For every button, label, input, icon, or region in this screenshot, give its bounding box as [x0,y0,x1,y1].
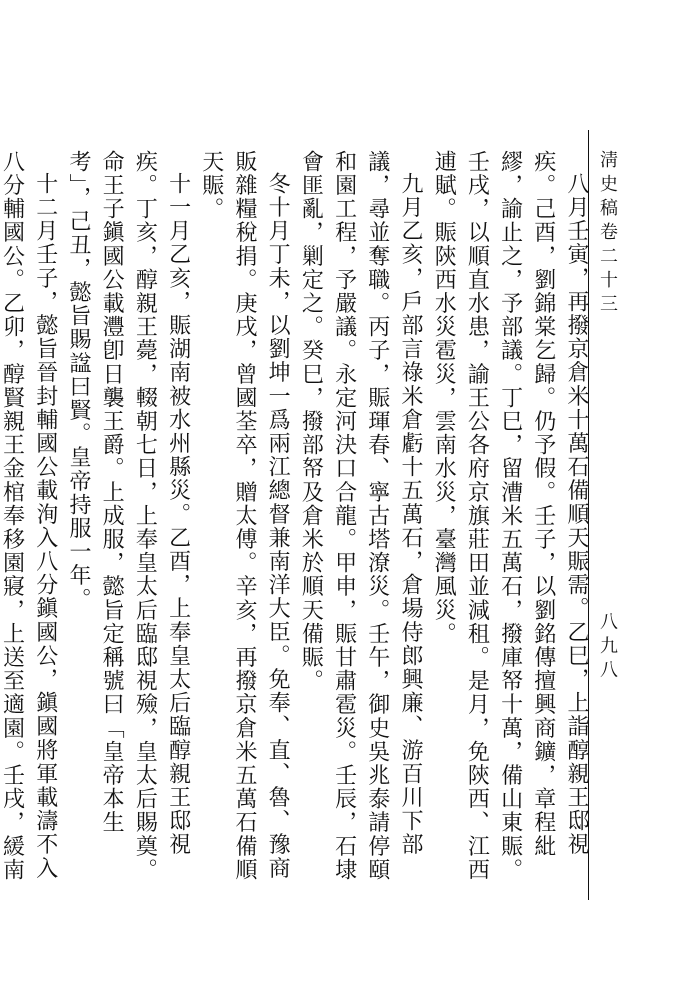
main-text-columns [0,150,593,890]
paragraph-ninth-month: 九月乙亥，戶部言祿米倉虧十五萬石，倉場侍郎興廉、游百川下部議，尋並奪職。丙子，賑琿春、寧古塔潦災。壬午，御史吳兆泰請停頤和園工程，予嚴議。永定河決口合龍。甲申，賑甘肅雹災。壬辰，石埭會匪亂，剿定之。癸巳，撥部帑及倉米於順天備賑。 [298,150,423,882]
running-title: 淸史稿卷二十三 [597,150,618,318]
paragraph-twelfth-month: 十二月壬子，懿旨晉封輔國公載洵入八分鎭國公，鎭國將軍載濤不入八分輔國公。乙卯，醇賢親王金棺奉移園寢，上送至適園。壬戌，緩南 [0,150,58,882]
paragraph-eleventh-month: 十一月乙亥，賑湖南被水州縣災。乙酉，上奉皇太后臨醇親王邸視疾。丁亥，醇親王薨，輟朝七日，上奉皇太后臨邸視殮，皇太后賜奠。命王子鎭國公載灃卽日襲王爵。上成服，懿旨定稱號曰「皇帝本生考」，己丑，懿旨賜諡曰賢。皇帝持服一年。 [65,150,191,882]
paragraph-tenth-month: 冬十月丁未，以劉坤一爲兩江總督兼南洋大臣。免奉、直、魯、豫商販雜糧稅捐。庚戌，曾國荃卒，贈太傅。辛亥，再撥京倉米五萬石備順天賑。 [198,150,291,882]
paragraph-eighth-month: 八月壬寅，再撥京倉米十萬石備順天賑需。乙巳，上詣醇親王邸視疾。己酉，劉錦棠乞歸。仍予假。壬子，以劉銘傳擅興商鑛，章程紕繆，諭止之，予部議。丁巳，留漕米五萬石，撥庫帑十萬，備山東賑。壬戌，以順直水患，諭王公各府京旗莊田並減租。是月，免陝西、江西逋賦。賑陝西水災雹災，雲南水災，臺灣風災。 [431,150,589,882]
page-number: 八九八 [597,612,618,684]
